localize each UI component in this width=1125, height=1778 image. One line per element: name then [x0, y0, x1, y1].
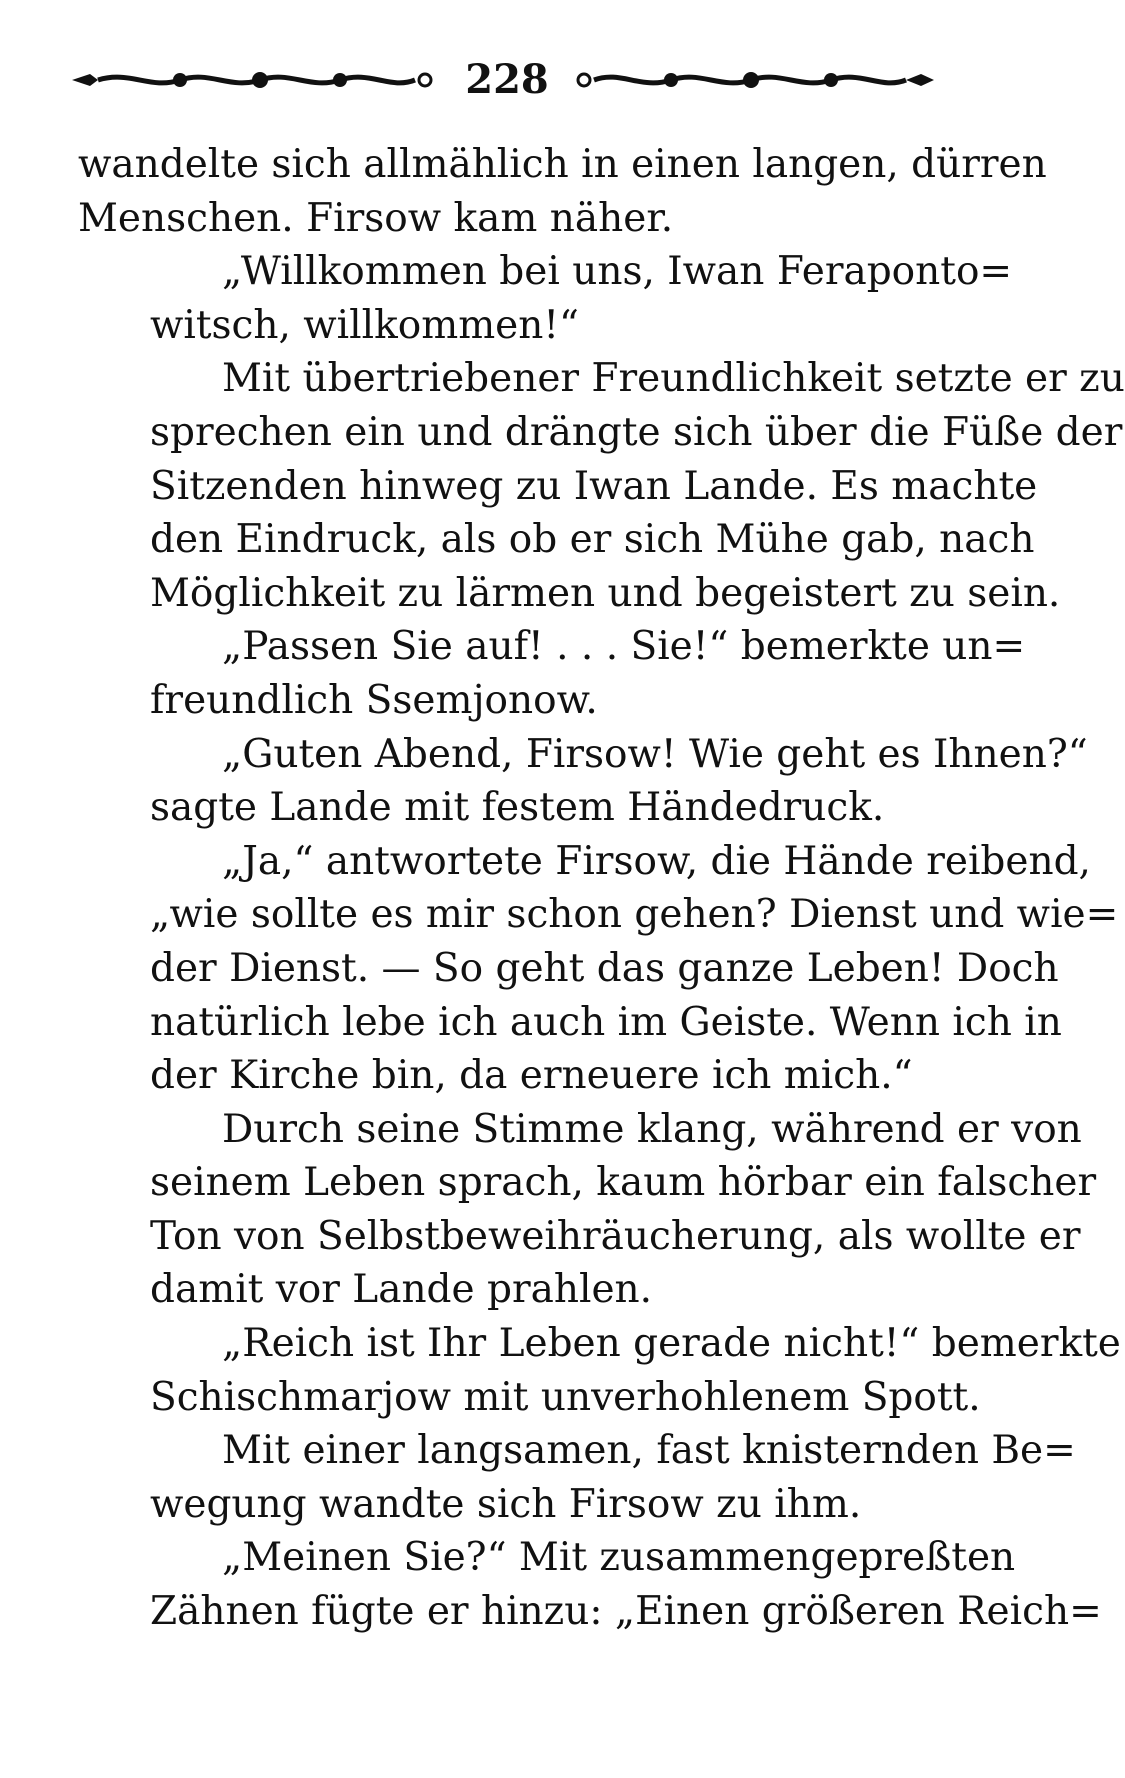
text-line: der Kirche bin, da erneuere ich mich.“: [150, 1053, 913, 1099]
text-line: „wie sollte es mir schon gehen? Dienst und wie=: [150, 892, 1119, 938]
right-ornament-icon: [576, 68, 936, 92]
text-line: „Ja,“ antwortete Firsow, die Hände reibend,: [222, 838, 1091, 884]
text-line: witsch, willkommen!“: [150, 302, 579, 348]
text-line: Ton von Selbstbeweihräucherung, als wollte er: [150, 1213, 1081, 1259]
paragraph: [78, 620, 1026, 727]
paragraph: [78, 728, 1088, 835]
text-line: Mit einer langsamen, fast knisternden Be=: [222, 1428, 1076, 1474]
paragraph: [78, 138, 1047, 245]
text-line: „Guten Abend, Firsow! Wie geht es Ihnen?“: [222, 731, 1088, 777]
text-line: „Reich ist Ihr Leben gerade nicht!“ bemerkte: [222, 1321, 1121, 1367]
paragraph: [78, 245, 1013, 352]
text-line: Durch seine Stimme klang, während er von: [222, 1106, 1082, 1152]
text-line: den Eindruck, als ob er sich Mühe gab, nach: [150, 517, 1035, 563]
text-line: sprechen ein und drängte sich über die Füße der: [150, 409, 1123, 455]
text-line: Sitzenden hinweg zu Iwan Lande. Es machte: [150, 463, 1038, 509]
page-header: [70, 56, 936, 104]
paragraph: [78, 352, 1125, 620]
text-line: damit vor Lande prahlen.: [150, 1267, 653, 1313]
text-line: „Meinen Sie?“ Mit zusammengepreßten: [222, 1535, 1016, 1581]
page-number: 228: [465, 56, 549, 103]
paragraph: [78, 1103, 1097, 1317]
text-line: freundlich Ssemjonow.: [150, 677, 598, 723]
text-line: sagte Lande mit festem Händedruck.: [150, 785, 885, 831]
body-text: [78, 138, 1125, 1639]
text-line: „Willkommen bei uns, Iwan Feraponto=: [222, 249, 1013, 295]
paragraph: [78, 1531, 1102, 1638]
paragraph: [78, 1317, 1121, 1424]
text-line: „Passen Sie auf! . . . Sie!“ bemerkte un=: [222, 624, 1026, 670]
text-line: der Dienst. — So geht das ganze Leben! Doch: [150, 945, 1059, 991]
text-line: wandelte sich allmählich in einen langen, dürren: [78, 142, 1047, 187]
text-line: seinem Leben sprach, kaum hörbar ein falscher: [150, 1160, 1097, 1206]
paragraph: [78, 835, 1119, 1103]
text-line: wegung wandte sich Firsow zu ihm.: [150, 1481, 862, 1527]
text-line: Zähnen fügte er hinzu: „Einen größeren Reich=: [150, 1589, 1102, 1635]
text-line: Möglichkeit zu lärmen und begeistert zu sein.: [150, 570, 1061, 616]
left-ornament-icon: [70, 68, 438, 92]
paragraph: [78, 1424, 1076, 1531]
text-line: Mit übertriebener Freundlichkeit setzte er zu: [222, 356, 1125, 402]
text-line: Menschen. Firsow kam näher.: [78, 195, 674, 241]
text-line: Schischmarjow mit unverhohlenem Spott.: [150, 1374, 981, 1420]
text-line: natürlich lebe ich auch im Geiste. Wenn ich in: [150, 999, 1062, 1045]
